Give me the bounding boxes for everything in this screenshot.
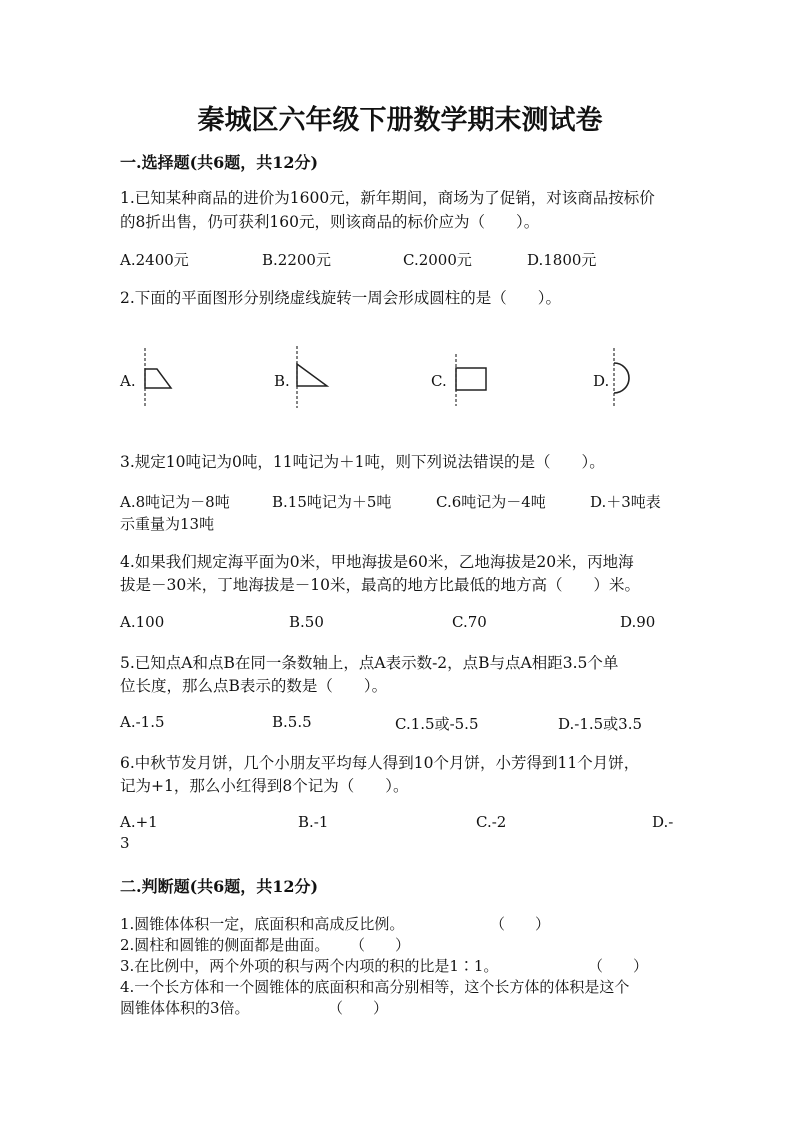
q2-figure-rectangle <box>449 352 493 412</box>
tf-item-4-text-cont: 圆锥体体积的3倍。 <box>120 999 250 1017</box>
page-title: 秦城区六年级下册数学期末测试卷 <box>197 105 603 136</box>
question-4-line-1: 4.如果我们规定海平面为0米，甲地海拔是60米，乙地海拔是20米，丙地海 <box>120 553 634 571</box>
question-6-line-2: 记为+1，那么小红得到8个记为（ ）。 <box>120 777 409 795</box>
q2-option-c: C. <box>431 372 447 390</box>
section-heading-true-false: 二.判断题(共6题，共12分) <box>120 877 319 896</box>
question-1-line-2: 的8折出售，仍可获利160元，则该商品的标价应为（ ）。 <box>120 213 540 231</box>
q2-option-b: B. <box>274 372 290 390</box>
q2-figure-triangle <box>289 344 333 414</box>
q4-option-d: D.90 <box>620 613 656 631</box>
q4-option-c: C.70 <box>452 613 487 631</box>
question-5-line-2: 位长度，那么点B表示的数是（ ）。 <box>120 677 388 695</box>
tf-item-1-blank: （ ） <box>490 915 551 933</box>
question-2-line-1: 2.下面的平面图形分别绕虚线旋转一周会形成圆柱的是（ ）。 <box>120 289 562 307</box>
question-4-line-2: 拔是－30米，丁地海拔是－10米，最高的地方比最低的地方高（ ）米。 <box>120 576 640 594</box>
q5-option-a: A.-1.5 <box>120 713 165 731</box>
tf-item-3-text: 3.在比例中，两个外项的积与两个内项的积的比是1∶1。 <box>120 957 499 975</box>
q6-option-d-wrap: 3 <box>120 834 130 852</box>
tf-item-1-text: 1.圆锥体体积一定，底面积和高成反比例。 <box>120 915 405 933</box>
q3-option-d-wrap: 示重量为13吨 <box>120 515 215 533</box>
q6-option-c: C.-2 <box>476 813 507 831</box>
question-5-line-1: 5.已知点A和点B在同一条数轴上，点A表示数-2，点B与点A相距3.5个单 <box>120 654 619 672</box>
q2-figure-trapezoid <box>138 346 178 412</box>
q5-option-b: B.5.5 <box>272 713 312 731</box>
q3-option-d: D.＋3吨表 <box>590 493 661 511</box>
q3-option-c: C.6吨记为－4吨 <box>436 493 546 511</box>
q3-option-a: A.8吨记为－8吨 <box>120 493 230 511</box>
q6-option-d: D.- <box>652 813 674 831</box>
q3-option-b: B.15吨记为＋5吨 <box>272 493 392 511</box>
q6-option-a: A.+1 <box>120 813 158 831</box>
q4-option-b: B.50 <box>289 613 324 631</box>
q1-option-a: A.2400元 <box>120 251 189 269</box>
q2-option-a: A. <box>120 372 136 390</box>
q6-option-b: B.-1 <box>298 813 329 831</box>
q5-option-d: D.-1.5或3.5 <box>558 715 643 733</box>
q1-option-b: B.2200元 <box>262 251 331 269</box>
section-heading-choice: 一.选择题(共6题，共12分) <box>120 153 319 172</box>
q5-option-c: C.1.5或-5.5 <box>395 715 479 733</box>
question-6-line-1: 6.中秋节发月饼，几个小朋友平均每人得到10个月饼，小芳得到11个月饼， <box>120 754 640 772</box>
question-3-line-1: 3.规定10吨记为0吨，11吨记为＋1吨，则下列说法错误的是（ ）。 <box>120 453 605 471</box>
tf-item-4-text: 4.一个长方体和一个圆锥体的底面积和高分别相等，这个长方体的体积是这个 <box>120 978 630 996</box>
q1-option-c: C.2000元 <box>403 251 472 269</box>
tf-item-3-blank: （ ） <box>588 957 649 975</box>
q2-figure-semicircle <box>606 346 642 412</box>
q2-option-d: D. <box>593 372 610 390</box>
tf-item-2-text: 2.圆柱和圆锥的侧面都是曲面。 <box>120 936 330 954</box>
question-1-line-1: 1.已知某种商品的进价为1600元，新年期间，商场为了促销，对该商品按标价 <box>120 189 655 207</box>
q1-option-d: D.1800元 <box>527 251 597 269</box>
q4-option-a: A.100 <box>120 613 165 631</box>
tf-item-4-blank: （ ） <box>328 999 389 1017</box>
tf-item-2-blank: （ ） <box>350 936 411 954</box>
